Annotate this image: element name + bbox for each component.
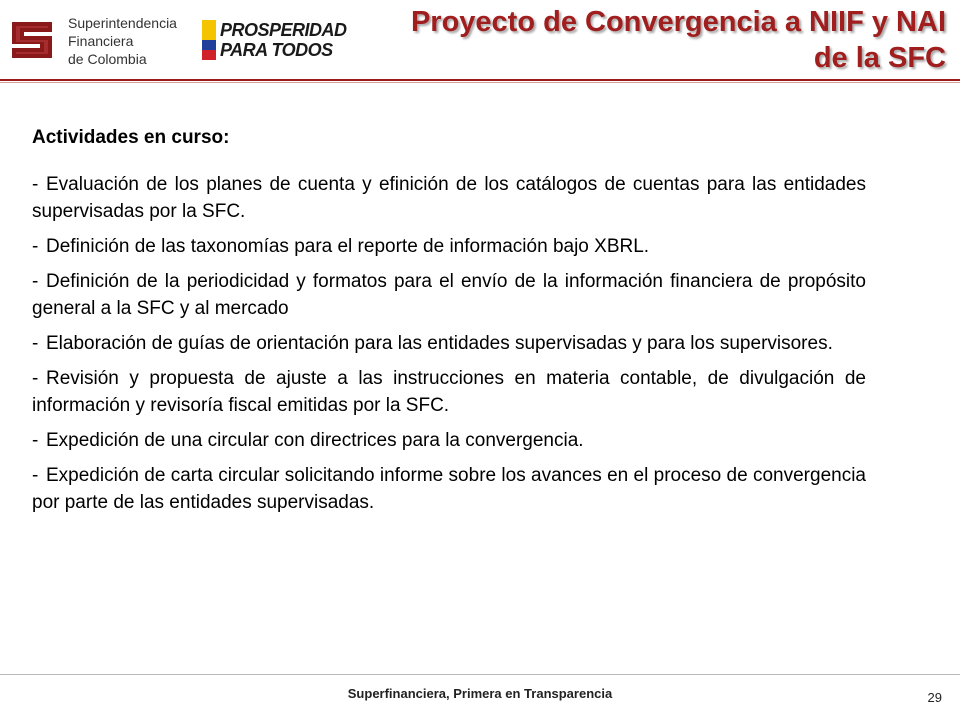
activity-item	[32, 365, 866, 419]
sfc-logo-line: Financiera	[68, 33, 134, 49]
sfc-logo-line: de Colombia	[68, 51, 147, 67]
activity-item	[32, 462, 866, 516]
activity-item	[32, 268, 866, 322]
activity-text: Definición de la periodicidad y formatos para el envío de la información financiera de propósito general a la SFC y al mercado	[32, 271, 866, 319]
slide-title-line: de la SFC	[813, 42, 946, 74]
header-divider-shadow	[0, 82, 960, 83]
bullet-dash: -	[32, 368, 39, 389]
prosperidad-line: PARA TODOS	[220, 40, 333, 60]
footer-slogan: Superfinanciera, Primera en Transparencia	[347, 686, 613, 701]
bullet-dash: -	[32, 430, 39, 451]
sfc-logo-text	[68, 14, 177, 68]
bullet-dash: -	[32, 465, 39, 486]
activity-item	[32, 233, 866, 260]
section-subtitle: Actividades en curso:	[32, 127, 230, 148]
bullet-dash: -	[32, 236, 39, 257]
sfc-emblem-icon	[8, 16, 60, 64]
activity-item	[32, 171, 866, 225]
activity-text: Elaboración de guías de orientación para las entidades supervisadas y para los supervisores.	[46, 333, 833, 354]
activity-text: Expedición de una circular con directrices para la convergencia.	[46, 430, 584, 451]
activity-item	[32, 330, 866, 357]
activity-text: Definición de las taxonomías para el reporte de información bajo XBRL.	[46, 236, 650, 257]
slide-title	[346, 4, 946, 76]
bullet-dash: -	[32, 271, 39, 292]
slide-body	[32, 124, 866, 524]
header-divider	[0, 79, 960, 81]
activity-text: Evaluación de los planes de cuenta y efinición de los catálogos de cuentas para las entidades supervisadas por la SFC.	[32, 174, 866, 222]
page-number: 29	[927, 690, 942, 705]
prosperidad-logo	[202, 18, 352, 68]
bullet-dash: -	[32, 333, 39, 354]
activity-text: Expedición de carta circular solicitando informe sobre los avances en el proceso de convergencia por parte de las entidades supervisadas.	[32, 465, 866, 513]
footer-divider	[0, 674, 960, 675]
bullet-dash: -	[32, 174, 39, 195]
sfc-logo-line: Superintendencia	[68, 15, 177, 31]
activity-item	[32, 427, 866, 454]
colombia-flag-icon	[202, 20, 216, 60]
sfc-logo	[8, 12, 208, 68]
prosperidad-line: PROSPERIDAD	[220, 20, 347, 40]
slide-title-line: Proyecto de Convergencia a NIIF y NAI	[410, 6, 946, 38]
prosperidad-logo-text	[220, 20, 347, 60]
activity-text: Revisión y propuesta de ajuste a las instrucciones en materia contable, de divulgación de información y revisoría fiscal emitidas por la SFC.	[32, 368, 866, 416]
